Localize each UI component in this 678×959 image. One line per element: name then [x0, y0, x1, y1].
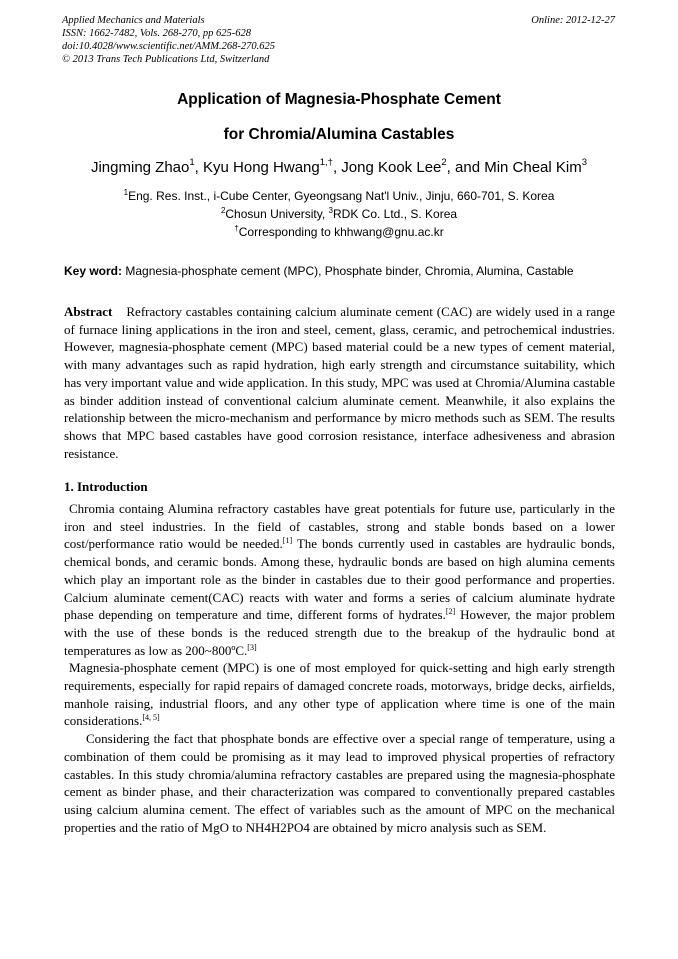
- author-separator: ,: [194, 159, 203, 176]
- author-affiliation-mark: 2: [441, 157, 447, 168]
- affiliation-mark: 3: [328, 206, 333, 215]
- abstract-text: Refractory castables containing calcium aluminate cement (CAC) are widely used in a range of furnace lining applications in the iron and steel, cement, glass, ceramic, and petrochemical industries. However, magnesia-phosphate cement (MPC) based material could be a new types of cement material, with many advantages such as rapid hydration, high early strength and circumstance suitability, which has very important value and wide application. In this study, MPC was used at Chromia/Alumina castable as binder addition instead of conventional calcium aluminate cement. Meanwhile, it also explains the relationship between the micro-mechanism and performance by micro methods such as SEM. The results shows that MPC based castables have good corrosion resistance, interface adhesiveness and abrasion resistance.: [64, 304, 615, 461]
- paper-title-line-2: for Chromia/Alumina Castables: [223, 126, 455, 143]
- doi-line: doi:10.4028/www.scientific.net/AMM.268-270.625: [62, 41, 275, 52]
- author-affiliation-mark: 1: [189, 157, 195, 168]
- author-name: Jong Kook Lee: [341, 159, 442, 176]
- affiliation-text: Eng. Res. Inst., i-Cube Center, Gyeongsang Nat'l Univ., Jinju, 660-701, S. Korea: [128, 189, 555, 203]
- author-affiliation-mark: 1,†: [319, 157, 333, 168]
- affiliation-1: [0, 189, 678, 203]
- copyright-line: © 2013 Trans Tech Publications Ltd, Switzerland: [62, 54, 270, 65]
- corresponding-author: [0, 225, 678, 239]
- issn-line: ISSN: 1662-7482, Vols. 268-270, pp 625-628: [62, 28, 251, 39]
- affiliation-text: Chosun University,: [225, 207, 329, 221]
- keywords-text: Magnesia-phosphate cement (MPC), Phosphate binder, Chromia, Alumina, Castable: [122, 264, 574, 278]
- author-separator: ,: [332, 159, 342, 176]
- paragraph: [64, 500, 615, 659]
- author-separator: , and: [446, 159, 485, 176]
- paragraph-text: Considering the fact that phosphate bonds are effective over a special range of temperature, using a combination of them could be promising as it may lead to improved physical properties of refractory castables. In this study chromia/alumina refractory castables are prepared using the magnesia-phosphate cement as binder phase, and their characterization was compared to conventionally prepared castables using calcium alumina cement. The effect of variables such as the amount of MPC on the mechanical properties and the ratio of MgO to NH4H2PO4 are obtained by micro analysis such as SEM.: [64, 731, 615, 835]
- affiliation-text: RDK Co. Ltd., S. Korea: [333, 207, 458, 221]
- corresponding-text: Corresponding to khhwang@gnu.ac.kr: [238, 225, 444, 239]
- introduction-heading: 1. Introduction: [64, 479, 148, 494]
- paragraph-text: The bonds currently used in castables are hydraulic bonds, chemical bonds, and ceramic bonds. Among these, hydraulic bonds are based on high alumina cements which play an important role as the binder in castables due to their good performance and properties. Calcium aluminate cement(CAC) reacts with water and forms a series of calcium aluminate hydrate phase depending on temperature and time, different forms of hydrates.: [64, 536, 615, 623]
- paragraph-text: Chromia containg Alumina refractory castables have great potentials for future use, particularly in the iron and steel industries. In the field of castables, strong and stable bonds based on a lower cost/performance ratio would be needed.: [64, 501, 615, 552]
- citation: [3]: [247, 642, 257, 652]
- affiliation-2-3: [0, 207, 678, 221]
- online-date: Online: 2012-12-27: [531, 15, 615, 26]
- paragraph-text: Magnesia-phosphate cement (MPC) is one of most employed for quick-setting and high early strength requirements, especially for rapid repairs of damaged concrete roads, motorways, bridge decks, airfields, manhole raising, industrial floors, and any other type of application where time is one of the main considerations.: [64, 660, 615, 729]
- abstract-label: Abstract: [64, 304, 113, 319]
- keywords: [64, 264, 616, 278]
- keywords-label: Key word:: [64, 264, 123, 278]
- affiliation-mark: 1: [123, 188, 129, 197]
- citation: [4, 5]: [142, 713, 160, 723]
- corresponding-mark: †: [234, 224, 239, 233]
- author-name: Kyu Hong Hwang: [203, 159, 320, 176]
- author-name: Min Cheal Kim: [484, 159, 582, 176]
- citation: [1]: [282, 536, 293, 546]
- author-name: Jingming Zhao: [90, 159, 190, 176]
- author-list: [0, 159, 678, 176]
- paragraph-text: However, the major problem with the use of these bonds is the reduced strength due to the breakup of the hydraulic bond at temperatures as low as 200~800ºC.: [64, 607, 615, 658]
- journal-name: Applied Mechanics and Materials: [62, 15, 205, 26]
- abstract: [64, 303, 615, 462]
- journal-header: [62, 14, 615, 66]
- paragraph: [64, 659, 615, 730]
- author-affiliation-mark: 3: [581, 157, 588, 168]
- affiliation-mark: 2: [220, 206, 226, 215]
- paper-title-line-1: Application of Magnesia-Phosphate Cement: [177, 91, 501, 108]
- paragraph: [64, 730, 615, 836]
- introduction-body: [64, 500, 615, 836]
- citation: [2]: [445, 607, 456, 617]
